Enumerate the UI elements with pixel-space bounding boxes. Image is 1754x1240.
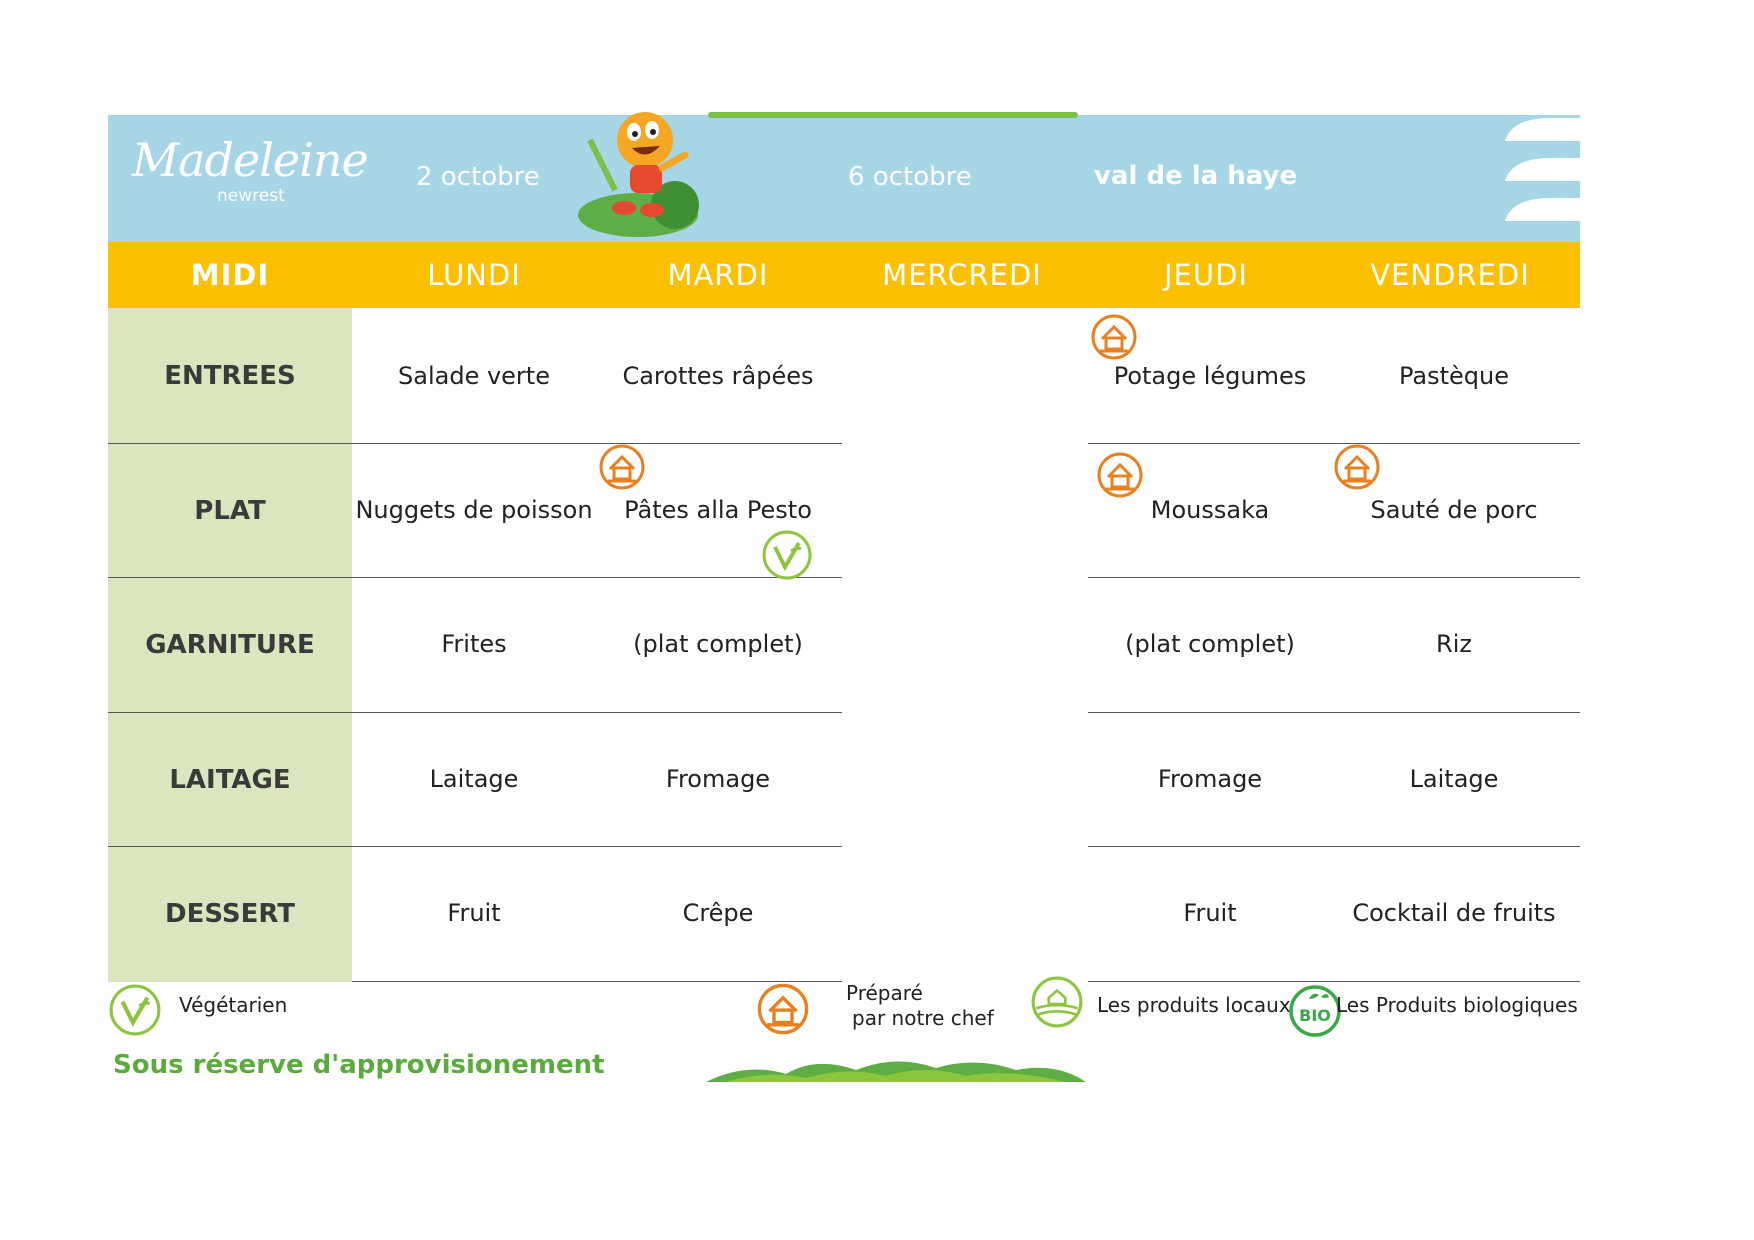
chef-house-icon	[1333, 443, 1381, 491]
menu-cell-lundi-entree: Salade verte	[398, 362, 550, 390]
day-header-mercredi: MERCREDI	[882, 258, 1042, 292]
menu-cell-mardi-plat: Pâtes alla Pesto	[624, 496, 812, 524]
row-label-entrees: ENTREES	[164, 361, 296, 391]
row-label-garniture: GARNITURE	[145, 630, 315, 660]
menu-cell-jeudi-dessert: Fruit	[1183, 899, 1237, 927]
menu-cell-vendredi-dessert: Cocktail de fruits	[1352, 899, 1556, 927]
menu-cell-lundi-garniture: Frites	[441, 630, 507, 658]
legend-prepare-line2: par notre chef	[852, 1006, 994, 1030]
menu-cell-jeudi-entree: Potage légumes	[1113, 362, 1307, 390]
vegetarian-icon	[108, 983, 162, 1037]
chef-house-icon	[756, 982, 810, 1036]
bio-badge-text: BIO	[1299, 1006, 1331, 1025]
header-wave-decoration	[1500, 116, 1580, 226]
week-start-date: 2 octobre	[416, 162, 540, 192]
week-end-date: 6 octobre	[848, 162, 972, 192]
vegetarian-icon	[761, 529, 813, 581]
menu-cell-vendredi-garniture: Riz	[1436, 630, 1472, 658]
legend-produits-biologiques: Les Produits biologiques	[1336, 993, 1578, 1017]
row-divider	[108, 846, 842, 847]
row-divider	[1088, 577, 1580, 578]
legend-prepare-line1: Préparé	[846, 981, 923, 1005]
day-header-lundi: LUNDI	[427, 258, 521, 292]
logo-title: Madeleine	[132, 133, 368, 187]
menu-cell-vendredi-entree: Pastèque	[1399, 362, 1509, 390]
leaves-decoration-bottom	[706, 1052, 1086, 1084]
row-label-dessert: DESSERT	[165, 899, 295, 929]
chef-house-icon	[1096, 451, 1144, 499]
menu-cell-jeudi-garniture: (plat complet)	[1125, 630, 1295, 658]
chef-house-icon	[1090, 313, 1138, 361]
row-divider	[1088, 712, 1580, 713]
menu-cell-jeudi-plat: Moussaka	[1150, 496, 1270, 524]
menu-cell-lundi-dessert: Fruit	[447, 899, 501, 927]
row-divider	[108, 712, 842, 713]
row-divider	[1088, 846, 1580, 847]
logo-subtitle: newrest	[217, 186, 285, 206]
bio-icon	[1287, 983, 1343, 1039]
menu-cell-vendredi-laitage: Laitage	[1409, 765, 1499, 793]
leaves-decoration-top	[708, 112, 1078, 118]
row-label-plat: PLAT	[194, 496, 266, 526]
row-divider	[1088, 981, 1580, 982]
menu-cell-mardi-dessert: Crêpe	[682, 899, 754, 927]
chef-house-icon	[598, 443, 646, 491]
menu-cell-jeudi-laitage: Fromage	[1157, 765, 1263, 793]
site-name: val de la haye	[1094, 161, 1298, 191]
row-label-laitage: LAITAGE	[169, 765, 291, 795]
day-header-jeudi: JEUDI	[1164, 258, 1248, 292]
menu-cell-lundi-laitage: Laitage	[429, 765, 519, 793]
menu-cell-mardi-garniture: (plat complet)	[633, 630, 803, 658]
day-header-vendredi: VENDREDI	[1370, 258, 1530, 292]
legend-produits-locaux: Les produits locaux	[1097, 993, 1291, 1017]
menu-cell-vendredi-plat: Sauté de porc	[1370, 496, 1538, 524]
row-divider	[108, 577, 842, 578]
day-header-midi: MIDI	[190, 258, 270, 292]
day-header-mardi: MARDI	[667, 258, 769, 292]
local-products-icon	[1030, 975, 1084, 1029]
row-divider	[108, 443, 842, 444]
menu-cell-mardi-entree: Carottes râpées	[622, 362, 814, 390]
supply-disclaimer: Sous réserve d'approvisionement	[113, 1050, 605, 1080]
mascot-illustration	[560, 110, 720, 240]
menu-cell-mardi-laitage: Fromage	[665, 765, 771, 793]
menu-cell-lundi-plat: Nuggets de poisson	[355, 496, 593, 524]
legend-vegetarien: Végétarien	[179, 993, 288, 1017]
